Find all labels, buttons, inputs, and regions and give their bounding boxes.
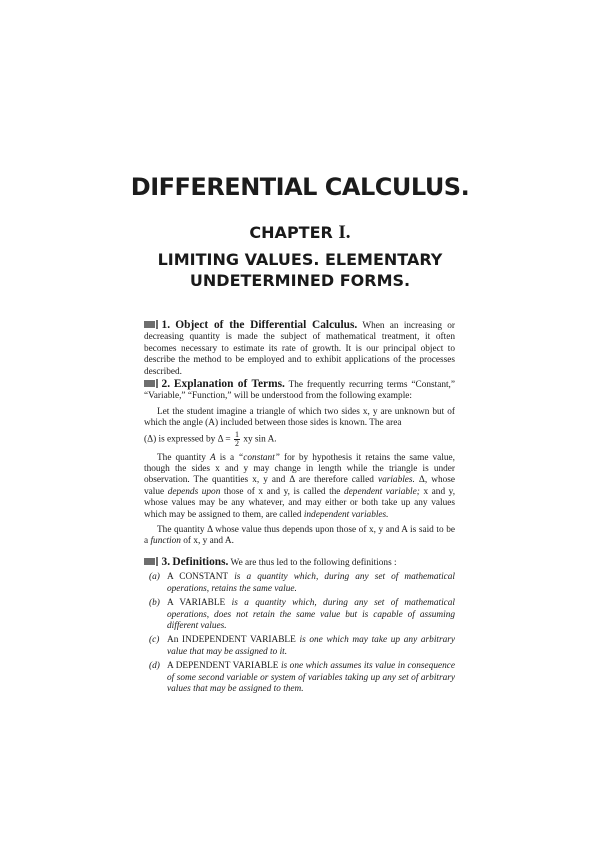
definition-item bbox=[144, 661, 455, 695]
section-2 bbox=[144, 379, 455, 548]
section-marker-icon bbox=[144, 380, 155, 387]
text-run-italic: independent variables. bbox=[303, 509, 389, 520]
section-2-paragraph-4 bbox=[144, 453, 455, 521]
definition-item bbox=[144, 572, 455, 595]
definition-term: A CONSTANT bbox=[167, 572, 229, 583]
text-run: of x, y and A. bbox=[183, 536, 234, 547]
section-2-paragraph-5 bbox=[144, 525, 455, 548]
definition-text: is a quantity which, during any set of mathematical operations, does not retain the same value but is capable of assuming different values. bbox=[167, 598, 456, 632]
section-2-paragraph-2: Let the student imagine a triangle of which two sides x, y are unknown but of which the angle (A) included between those sides is known. The area bbox=[144, 406, 455, 429]
text-run-italic: depends upon bbox=[167, 486, 221, 497]
definition-item bbox=[144, 598, 455, 632]
text-run-italic: variables. bbox=[377, 475, 415, 486]
section-2-paragraph-1 bbox=[144, 379, 455, 403]
definition-label: (b) bbox=[149, 598, 160, 609]
text-run: The quantity bbox=[157, 452, 206, 463]
definition-text: is one which may take up any arbitrary value that may be assigned to it. bbox=[167, 635, 455, 657]
section-1-number: 1. bbox=[161, 319, 171, 331]
chapter-label: CHAPTER bbox=[249, 223, 333, 242]
section-marker-bar-icon bbox=[156, 379, 158, 388]
text-run: x and y, whose values may be any whatever, and may either or both take up any values which may be assigned to them, are called bbox=[144, 486, 456, 520]
section-1-heading: Object of the Differential Calculus. bbox=[175, 319, 358, 331]
definitions-list bbox=[144, 572, 455, 695]
text-run-italic: “constant” bbox=[238, 452, 280, 463]
book-title: DIFFERENTIAL CALCULUS. bbox=[130, 173, 470, 201]
text-run: The quantity Δ whose value thus depends upon those of x, y and A is said to be a bbox=[144, 525, 455, 547]
text-run: Δ, whose value bbox=[144, 475, 456, 497]
section-3 bbox=[144, 557, 455, 695]
definition-term: An INDEPENDENT VARIABLE bbox=[167, 635, 296, 646]
section-3-heading: Definitions. bbox=[172, 556, 229, 568]
section-2-text: The frequently recurring terms “Constant,” “Variable,” “Function,” will be understood from the following example: bbox=[144, 380, 456, 402]
section-marker-icon bbox=[144, 321, 155, 328]
text-run-italic: function bbox=[150, 536, 181, 547]
chapter-title-line-2: UNDETERMINED FORMS. bbox=[189, 271, 411, 290]
text-run: those of x and y, is called the bbox=[223, 486, 341, 497]
area-formula-prefix: (Δ) is expressed by Δ = bbox=[144, 434, 231, 445]
area-formula-suffix: xy sin A. bbox=[243, 434, 277, 445]
section-marker-bar-icon bbox=[156, 557, 158, 566]
chapter-heading bbox=[0, 222, 600, 244]
section-2-paragraph-3 bbox=[144, 431, 455, 448]
chapter-title bbox=[0, 249, 600, 291]
section-1-text: When an increasing or decreasing quantity is made the subject of mathematical treatment, it often becomes necessary to estimate its rate of growth. It is our principal object to describe the method to be employed and to exhibit applications of the processes described. bbox=[144, 321, 456, 377]
definition-label: (a) bbox=[149, 572, 160, 583]
section-2-number: 2. bbox=[161, 378, 171, 390]
fraction-numerator: 1 bbox=[234, 429, 239, 439]
definition-term: A VARIABLE bbox=[167, 598, 226, 609]
fraction-denominator: 2 bbox=[234, 438, 239, 448]
area-formula-fraction bbox=[234, 431, 240, 448]
section-1-paragraph bbox=[144, 320, 455, 378]
section-1 bbox=[144, 320, 455, 378]
section-marker-icon bbox=[144, 558, 155, 565]
chapter-number: I. bbox=[338, 222, 351, 243]
section-2-heading: Explanation of Terms. bbox=[173, 378, 285, 390]
section-3-text: We are thus led to the following definitions : bbox=[230, 558, 397, 568]
text-run-italic: dependent variable; bbox=[344, 486, 420, 497]
section-marker-bar-icon bbox=[156, 320, 158, 329]
text-run: for by hypothesis it retains the same value, though the sides x and y may change in length while the triangle is under observation. The quantities x, y and Δ are therefore called bbox=[144, 452, 455, 486]
definition-term: A DEPENDENT VARIABLE bbox=[167, 661, 279, 672]
text-run: is a bbox=[219, 452, 235, 463]
section-3-number: 3. bbox=[161, 556, 171, 568]
definition-label: (c) bbox=[149, 635, 160, 646]
definition-text: is one which assumes its value in consequence of some second variable or system of variables taking up any set of arbitrary values that may be assigned to them. bbox=[167, 661, 455, 695]
chapter-title-line-1: LIMITING VALUES. ELEMENTARY bbox=[157, 250, 443, 269]
text-run-italic: A bbox=[210, 452, 216, 463]
definition-label: (d) bbox=[149, 661, 160, 672]
definition-text: is a quantity which, during any set of mathematical operations, retains the same value. bbox=[167, 572, 456, 594]
section-3-paragraph bbox=[144, 557, 455, 569]
definition-item bbox=[144, 635, 455, 658]
